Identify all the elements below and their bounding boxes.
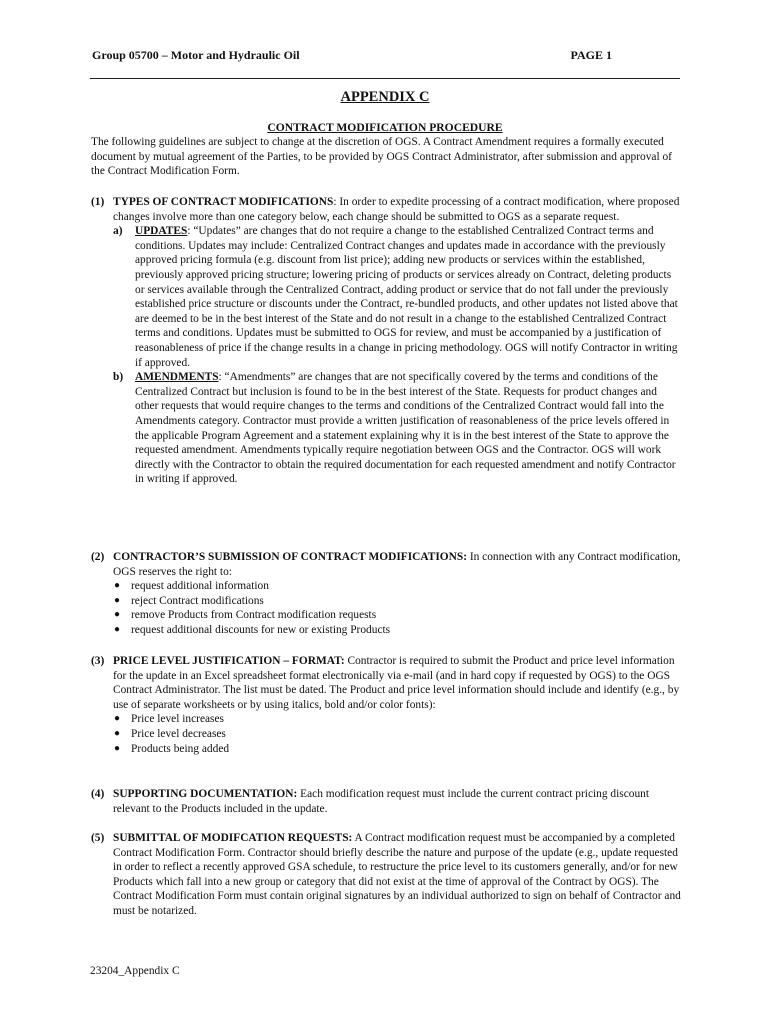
subsection-text: : “Amendments” are changes that are not specifically covered by the terms and conditions of the Centralized Contract but inclusion is found to be in the best interest of the State. Requests for product changes and other requests that would require changes to the terms and conditions of the Centralized Contract would fall into the Amendments category. Contractor must provide a written justification of reasonableness of the price levels offered in the applicable Program Agreement and a statement explaining why it is in the best interest of the State to approve the requested amendment. Amendments typically require negotiation between OGS and the Contractor. OGS will work directly with the Contractor to obtain the required documentation for each requested amendment and notify Contractor in writing if approved. (135, 371, 676, 486)
section-submittal-of-requests (91, 831, 681, 919)
list-item: ● Price level increases (114, 713, 224, 726)
section-text: : In order to expedite processing of a contract modification, where proposed changes involve more than one category below, each change should be submitted to OGS as a separate request. (113, 196, 680, 223)
section-heading: TYPES OF CONTRACT MODIFICATIONS (113, 196, 334, 208)
section-text: In connection with any Contract modification, OGS reserves the right to: (113, 551, 681, 578)
section-text: A Contract modification request must be accompanied by a completed Contract Modification Form. Contractor should briefly describe the nature and purpose of the update (e.g., update requested in order to reflect a recently approved GSA schedule, to restructure the price level to its customers generally, and/or for new Products which fall into a new group or category that did not exist at the time of approval of the Contract by OGS). The Contract Modification Form must contain original signatures by an individual authorized to sign on behalf of Contractor and must be notarized. (113, 832, 681, 917)
page-header (90, 48, 680, 64)
bullet-icon: ● (114, 713, 121, 725)
section-text: Contractor is required to submit the Product and price level information for the update in an Excel spreadsheet format electronically via e-mail (and in hard copy if requested by OGS) to the OGS Contract Administrator. The list must be dated. The Product and price level information should include and identify (e.g., by use of separate worksheets or by using italics, bold and/or color fonts): (113, 655, 680, 711)
subsection-text: : “Updates” are changes that do not require a change to the established Centralized Contract terms and conditions. Updates may include: Centralized Contract changes and updates made in accordance with the previously approved pricing formula (e.g. discount from list price); adding new products or services within the established, previously approved pricing structure; lowering pricing of products or services already on Contract, deleting products or services available through the Centralized Contract, adding product or service that do not fall under the previously established price structure or discounts under the Contract, re-bundled products, and other updates not listed above that are deemed to be in the best interest of the State and do not result in a change to the established Centralized Contract terms and conditions. Updates must be submitted to OGS for review, and must be accompanied by a justification of reasonableness of price if the change results in a change in pricing methodology. OGS will notify Contractor in writing if approved. (135, 225, 678, 369)
section-text: Each modification request must include the current contract pricing discount relevant to the Products included in the update. (113, 788, 650, 815)
section-number: (5) (91, 832, 105, 844)
bullet-list (113, 712, 681, 756)
list-item: ● Price level decreases (114, 727, 226, 740)
subsection-label: a) (113, 225, 123, 238)
section-supporting-documentation (91, 787, 681, 816)
section-number: (3) (91, 655, 105, 667)
section-heading: SUPPORTING DOCUMENTATION: (113, 788, 298, 800)
section-price-level-justification (91, 654, 681, 756)
section-contractor-submission (91, 550, 681, 638)
section-heading: CONTRACTOR’S SUBMISSION OF CONTRACT MODIFICATIONS: (113, 551, 467, 563)
section-number: (2) (91, 551, 105, 563)
subsection-heading: AMENDMENTS (135, 371, 219, 384)
section-number: (4) (91, 788, 105, 800)
bullet-icon: ● (114, 742, 121, 754)
subsection-updates (113, 224, 681, 370)
bullet-icon: ● (114, 623, 121, 635)
list-item: ● request additional information (114, 580, 269, 593)
section-types-of-modifications (91, 195, 681, 487)
list-item: ● remove Products from Contract modification requests (114, 609, 377, 622)
bullet-icon: ● (114, 594, 121, 606)
page-footer: 23204_Appendix C (90, 965, 180, 977)
header-rule (90, 78, 680, 79)
list-item: ● request additional discounts for new or existing Products (114, 623, 391, 636)
section-heading: PRICE LEVEL JUSTIFICATION – FORMAT: (113, 655, 345, 667)
header-group-title: Group 05700 – Motor and Hydraulic Oil (92, 48, 300, 62)
subsection-heading: UPDATES (135, 225, 188, 238)
list-item: ● Products being added (114, 742, 230, 755)
section-number: (1) (91, 196, 105, 208)
bullet-icon: ● (114, 580, 121, 592)
bullet-list (113, 579, 681, 637)
header-page-number: PAGE 1 (570, 48, 612, 62)
page-title: APPENDIX C (340, 89, 430, 105)
subsection-amendments (113, 370, 681, 487)
bullet-icon: ● (114, 727, 121, 739)
section-heading: SUBMITTAL OF MODIFCATION REQUESTS: (113, 832, 353, 844)
intro-paragraph: The following guidelines are subject to change at the discretion of OGS. A Contract Amendment requires a formally executed document by mutual agreement of the Parties, to be provided by OGS Contract Administrator, after submission and approval of the Contract Modification Form. (91, 136, 672, 178)
page-subtitle: CONTRACT MODIFICATION PROCEDURE (267, 121, 503, 134)
subsection-label: b) (113, 371, 124, 384)
bullet-icon: ● (114, 609, 121, 621)
list-item: ● reject Contract modifications (114, 594, 264, 607)
